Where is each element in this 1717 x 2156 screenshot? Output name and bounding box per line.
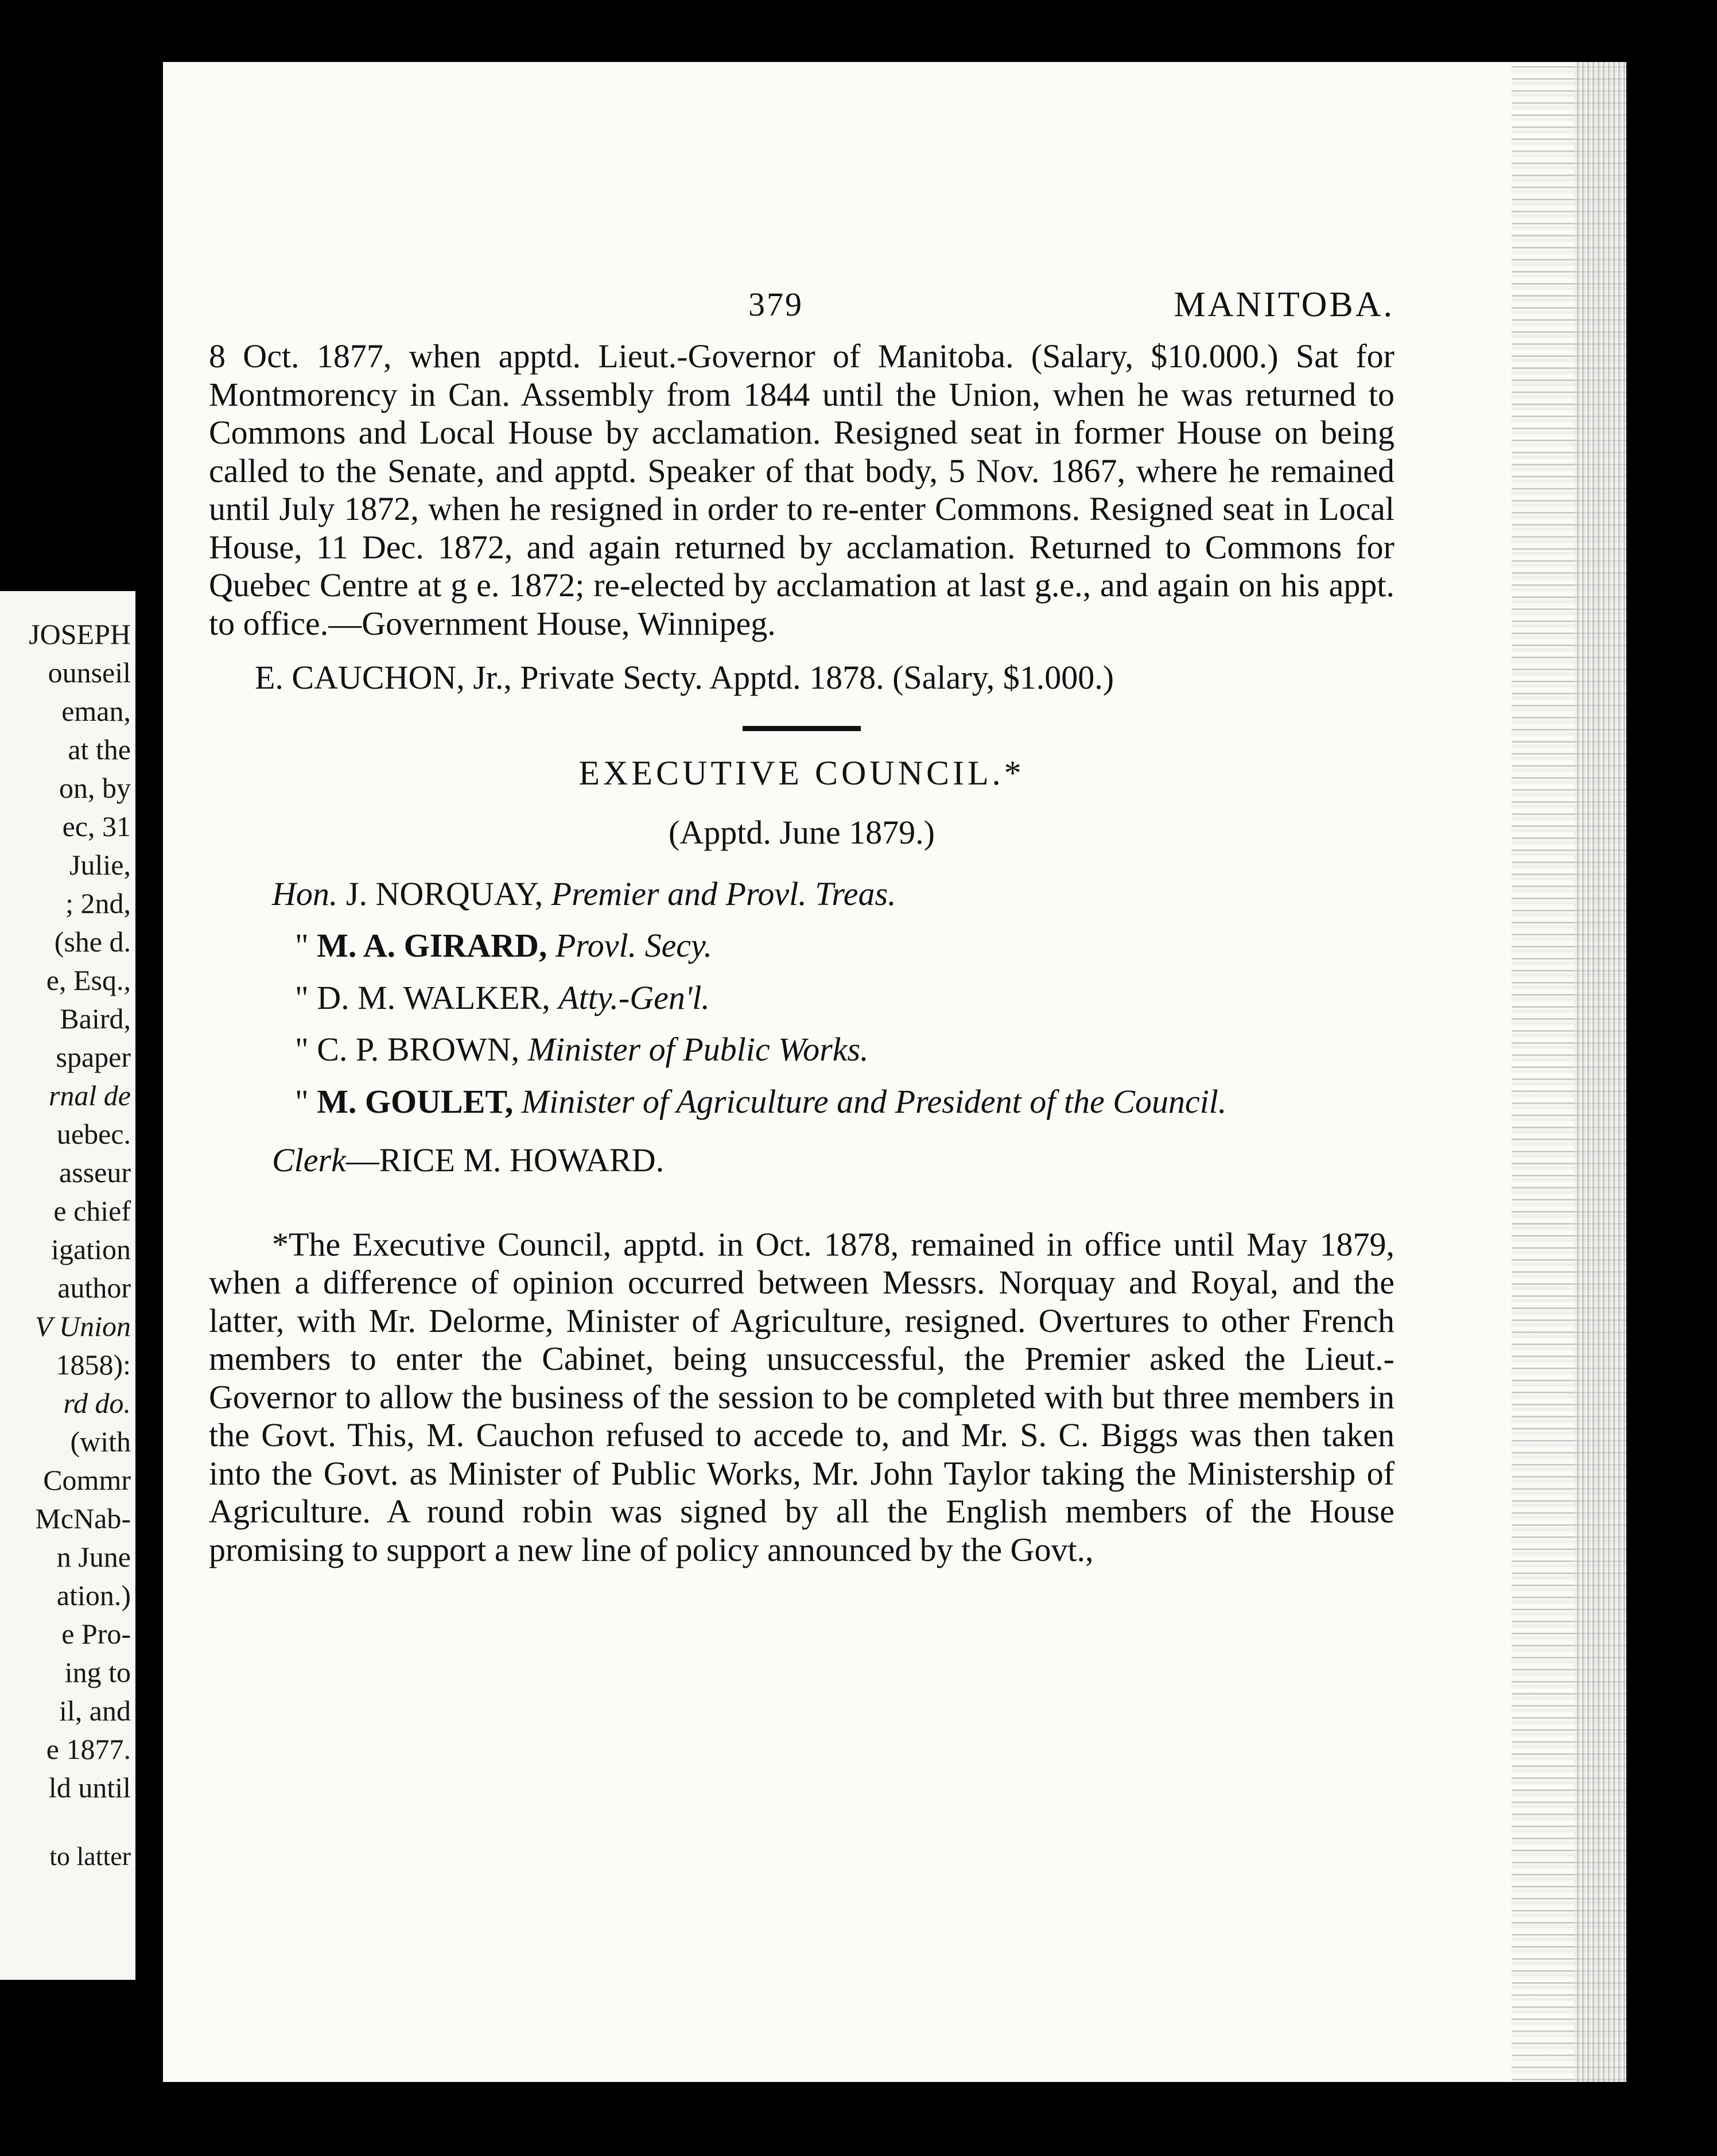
running-title: MANITOBA. <box>1174 285 1394 324</box>
left-fragment-line: Commr <box>43 1464 131 1496</box>
council-member: " C. P. BROWN, Minister of Public Works. <box>295 1031 869 1068</box>
left-page-fragment <box>0 591 135 1980</box>
left-fragment-line: ation.) <box>56 1579 131 1611</box>
left-fragment-line: author <box>57 1272 131 1304</box>
left-fragment-line: at the <box>68 733 131 766</box>
council-members <box>209 875 1394 1180</box>
council-member: " M. A. GIRARD, Provl. Secy. <box>295 927 713 964</box>
biography-paragraph: 8 Oct. 1877, when apptd. Lieut.-Governor of Manitoba. (Salary, $10.000.) Sat for Montmorency in Can. Assembly from 1844 until the Union, when he was returned to Commons and Local House by acclamation. Resigned seat in former House on being called to the Senate, and apptd. Speaker of that body, 5 Nov. 1867, where he remained until July 1872, when he resigned in order to re-enter Commons. Resigned seat in Local House, 11 Dec. 1872, and again returned by acclamation. Returned to Commons for Quebec Centre at g e. 1872; re-elected by acclamation at last g.e., and again on his appt. to office.—Government House, Winnipeg. <box>209 337 1394 642</box>
left-fragment-line: Julie, <box>69 849 131 881</box>
left-fragment-line: n June <box>56 1541 131 1573</box>
left-fragment-line: e, Esq., <box>46 964 131 996</box>
left-fragment-line: McNab- <box>35 1502 131 1535</box>
council-member: " D. M. WALKER, Atty.-Gen'l. <box>295 978 710 1016</box>
left-fragment-line: spaper <box>56 1041 131 1073</box>
left-fragment-line: Baird, <box>60 1003 131 1035</box>
council-member: " M. GOULET, Minister of Agriculture and President of the Council. <box>295 1082 1227 1120</box>
council-member: Hon. J. NORQUAY, Premier and Provl. Treas. <box>272 875 896 912</box>
running-header <box>209 286 1394 337</box>
left-fragment-line: (she d. <box>54 926 131 958</box>
left-fragment-line: il, and <box>59 1695 131 1727</box>
left-fragment-line: V Union <box>34 1310 131 1342</box>
left-fragment-line: on, by <box>59 772 131 804</box>
left-fragment-line: ; 2nd, <box>65 887 131 919</box>
left-fragment-line: rnal de <box>48 1079 131 1112</box>
footnote-paragraph: *The Executive Council, apptd. in Oct. 1878, remained in office until May 1879, when a difference of opinion occurred between Messrs. Norquay and Royal, and the latter, with Mr. Delorme, Minister of Agriculture, resigned. Overtures to other French members to enter the Cabinet, being unsuccessful, the Premier asked the Lieut.-Governor to allow the business of the session to be completed with but three members in the Govt. This, M. Cauchon refused to accede to, and Mr. S. C. Biggs was then taken into the Govt. as Minister of Public Works, Mr. John Taylor taking the Ministership of Agriculture. A round robin was signed by all the English members of the House promising to support a new line of policy announced by the Govt., <box>209 1225 1394 1568</box>
section-rule <box>743 726 861 731</box>
left-fragment-line: uebec. <box>56 1118 131 1150</box>
left-fragment-line: ld until <box>48 1772 131 1804</box>
secretary-paragraph: E. CAUCHON, Jr., Private Secty. Apptd. 1878. (Salary, $1.000.) <box>255 659 1114 696</box>
left-fragment-line: ing to <box>64 1656 131 1688</box>
section-heading: EXECUTIVE COUNCIL.* <box>578 753 1025 792</box>
left-fragment-line: JOSEPH <box>29 618 131 650</box>
book-page <box>163 62 1626 2082</box>
left-fragment-line: e chief <box>53 1195 131 1227</box>
clerk-line: Clerk—RICE M. HOWARD. <box>272 1141 665 1179</box>
left-fragment-line: (with <box>70 1425 131 1458</box>
left-fragment-line: ounseil <box>48 656 131 689</box>
page-edge-texture <box>1575 62 1626 2082</box>
left-fragment-line: e Pro- <box>61 1618 131 1650</box>
left-fragment-line: asseur <box>59 1156 131 1188</box>
left-fragment-line: rd do. <box>63 1387 131 1419</box>
left-fragment-line: igation <box>51 1233 131 1265</box>
left-fragment-line: ec, 31 <box>62 810 131 842</box>
left-fragment-line: eman, <box>61 695 131 727</box>
left-fragment-line: to latter <box>49 1842 131 1871</box>
page-text <box>209 286 1394 1569</box>
section-subheading: (Apptd. June 1879.) <box>669 814 935 851</box>
page-number: 379 <box>748 286 803 323</box>
left-fragment-line: e 1877. <box>46 1733 131 1765</box>
left-fragment-line: 1858): <box>56 1349 131 1381</box>
